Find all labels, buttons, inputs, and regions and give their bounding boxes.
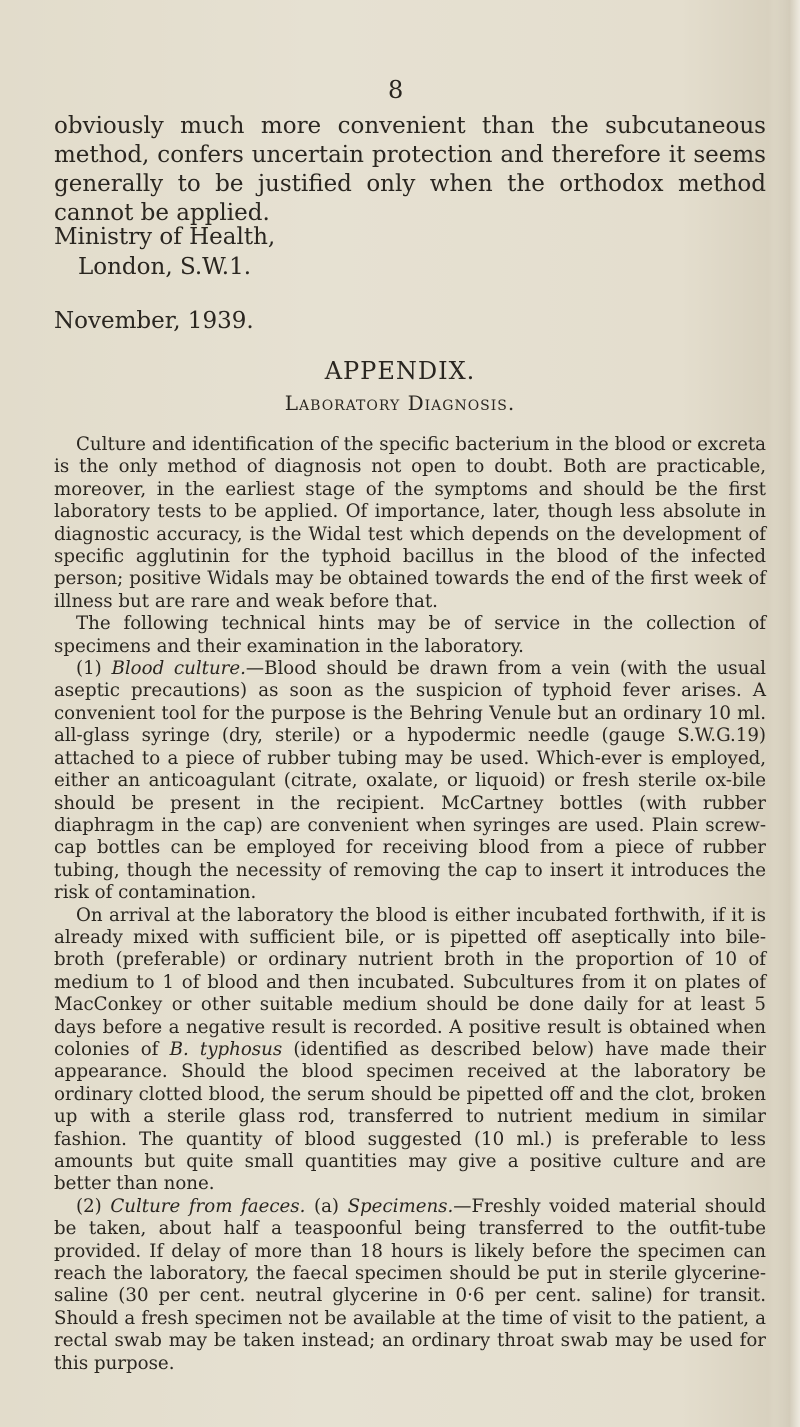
paragraph-laboratory-arrival bbox=[54, 905, 766, 1196]
blood-culture-title: Blood culture. bbox=[111, 658, 246, 680]
blood-culture-text: —Blood should be drawn from a vein (with the usual aseptic precautions) as soon as the suspicion of typhoid fever arises. A convenient tool for the purpose is the Behring Venule but an ordinary 10 ml. all-glass syringe (dry, sterile) or a hypodermic needle (gauge S.W.G.19) attached to a piece of rubber tubing may be used. Which-ever is employed, either an anticoagulant (citrate, oxalate, or liquoid) or fresh sterile ox-bile should be present in the recipient. McCartney bottles (with rubber diaphragm in the cap) are convenient when syringes are used. Plain screw-cap bottles can be employed for receiving blood from a piece of rubber tubing, though the necessity of removing the cap to insert it introduces the risk of contamination. bbox=[54, 658, 766, 904]
blood-culture-number: (1) bbox=[76, 658, 102, 680]
faeces-culture-title: Culture from faeces. bbox=[110, 1195, 306, 1217]
page-number: 8 bbox=[388, 76, 404, 104]
laboratory-arrival-text-start: On arrival at the laboratory the blood is either incubated forthwith, if it is already mixed with sufficient bile, or is pipetted off aseptically into bile-broth (preferable) or ordinary nutrient broth in the proportion of 10 of medium to 1 of blood and then incubated. Subcultures from it on plates of MacConkey or other suitable medium should be done daily for at least 5 days before a negative result is recorded. A positive result is obtained when colonies of bbox=[54, 904, 766, 1060]
appendix-heading: APPENDIX. bbox=[324, 357, 476, 385]
specimens-title: Specimens. bbox=[347, 1195, 454, 1217]
paragraph-culture-identification: Culture and identification of the specific bacterium in the blood or excreta is the only method of diagnosis not open to doubt. Both are practicable, moreover, in the earliest stage of the symptoms and should be the first laboratory tests to be applied. Of importance, later, though less absolute in diagnostic accuracy, is the Widal test which depends on the development of specific agglutinin for the typhoid bacillus in the blood of the infected person; positive Widals may be obtained towards the end of the first week of illness but are rare and weak before that. bbox=[54, 434, 766, 612]
faeces-culture-number: (2) bbox=[76, 1195, 102, 1217]
specimens-label: (a) bbox=[313, 1195, 340, 1217]
intro-paragraph: obviously much more convenient than the subcutaneous method, confers uncertain protection and therefore it seems generally to be justified only when the orthodox method cannot be applied. bbox=[54, 113, 766, 226]
appendix-body bbox=[54, 434, 766, 1375]
date-line: November, 1939. bbox=[54, 308, 254, 334]
paragraph-technical-hints: The following technical hints may be of service in the collection of specimens and their examination in the laboratory. bbox=[54, 613, 766, 657]
paragraph-blood-culture bbox=[54, 658, 766, 904]
faeces-culture-text: —Freshly voided material should be taken, about half a teaspoonful being transferred to the outfit-tube provided. If delay of more than 18 hours is likely before the specimen can reach the laboratory, the faecal specimen should be put in sterile glycerine-saline (30 per cent. neutral glycerine in 0·6 per cent. saline) for transit. Should a fresh specimen not be available at the time of visit to the patient, a rectal swab may be taken instead; an ordinary throat swab may be used for this purpose. bbox=[54, 1195, 766, 1374]
laboratory-arrival-text-end: (identified as described below) have made their appearance. Should the blood specimen received at the laboratory be ordinary clotted blood, the serum should be pipetted off and the clot, broken up with a sterile glass rod, transferred to nutrient medium in similar fashion. The quantity of blood suggested (10 ml.) is preferable to less amounts but quite small quantities may give a positive culture and are better than none. bbox=[54, 1038, 767, 1195]
address-line-2: London, S.W.1. bbox=[78, 254, 252, 280]
paragraph-faeces-culture bbox=[54, 1196, 766, 1375]
appendix-subheading: Laboratory Diagnosis. bbox=[284, 391, 516, 415]
page-edge-shadow bbox=[774, 0, 800, 1427]
address-line-1: Ministry of Health, bbox=[54, 224, 276, 250]
species-name: B. typhosus bbox=[169, 1038, 283, 1060]
address-block bbox=[54, 222, 275, 282]
